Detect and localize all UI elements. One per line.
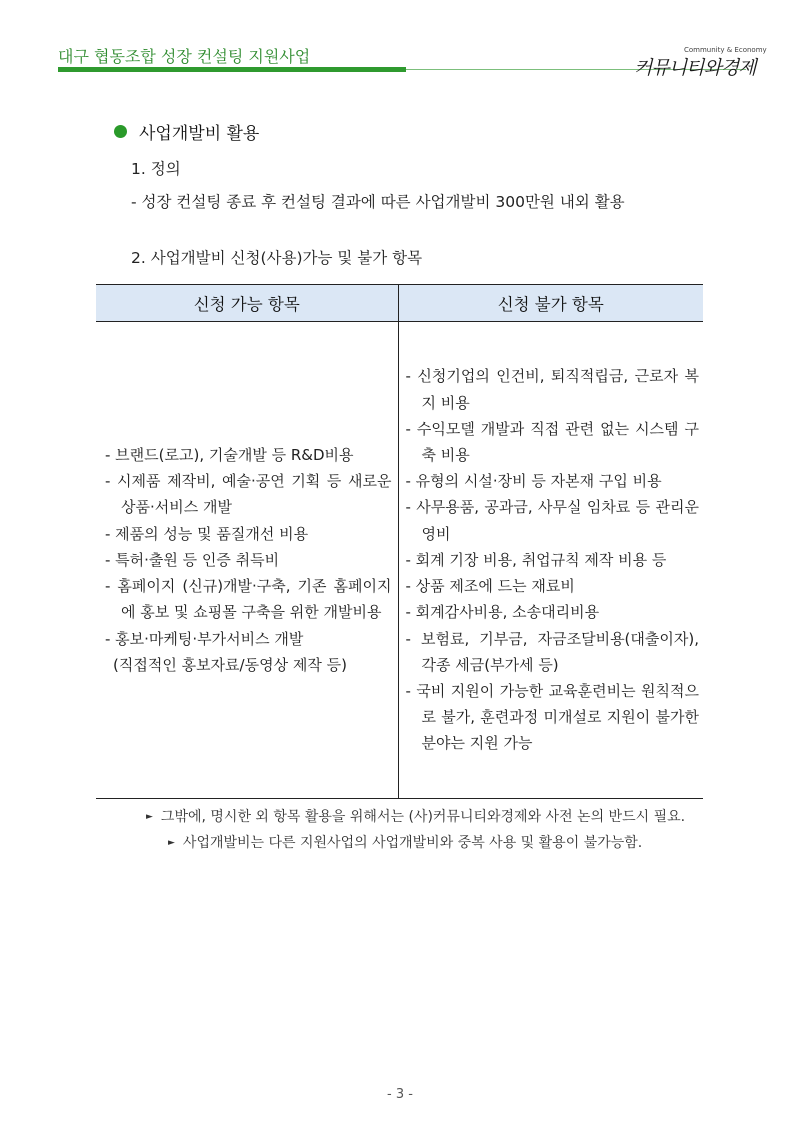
page-number: - 3 - xyxy=(387,1087,413,1102)
allowed-item: - 브랜드(로고), 기술개발 등 R&D비용 xyxy=(105,446,354,465)
not-allowed-header: 신청 불가 항목 xyxy=(398,285,703,322)
definition-text: - 성장 컨설팅 종료 후 컨설팅 결과에 따른 사업개발비 300만원 내외 활용 xyxy=(131,193,625,211)
footnote xyxy=(146,806,685,826)
triangle-icon: ► xyxy=(168,838,175,848)
allowed-item: - 특허·출원 등 인증 취득비 xyxy=(105,550,280,569)
allowed-cell xyxy=(96,322,398,799)
allowed-item: - 홈페이지 (신규)개발·구축, 기존 홈페이지에 홍보 및 쇼핑몰 구축을 위한 개발비용 xyxy=(105,577,392,622)
footnote-text: 그밖에, 명시한 외 항목 활용을 위해서는 (사)커뮤니티와경제와 사전 논의 반드시 필요. xyxy=(160,809,686,825)
header-title: 대구 협동조합 성장 컨설팅 지원사업 xyxy=(58,47,311,66)
footnote xyxy=(168,832,642,852)
allowed-header: 신청 가능 항목 xyxy=(96,285,398,322)
triangle-icon: ► xyxy=(146,812,153,822)
not-allowed-item: - 회계감사비용, 소송대리비용 xyxy=(405,603,600,622)
not-allowed-item: - 사무용품, 공과금, 사무실 임차료 등 관리운영비 xyxy=(405,498,699,543)
allowed-item: - 홍보·마케팅·부가서비스 개발 xyxy=(105,629,304,648)
footnote-text: 사업개발비는 다른 지원사업의 사업개발비와 중복 사용 및 활용이 불가능함. xyxy=(182,835,643,851)
not-allowed-item: - 회계 기장 비용, 취업규칙 제작 비용 등 xyxy=(405,550,667,569)
allowed-item: - 제품의 성능 및 품질개선 비용 xyxy=(105,524,309,543)
section-heading xyxy=(114,119,259,144)
not-allowed-item: - 국비 지원이 가능한 교육훈련비는 원칙적으로 불가, 훈련과정 미개설로 지원이 불가한 분야는 지원 가능 xyxy=(405,681,699,753)
items-heading: 2. 사업개발비 신청(사용)가능 및 불가 항목 xyxy=(131,249,423,267)
not-allowed-item: - 수익모델 개발과 직접 관련 없는 시스템 구축 비용 xyxy=(405,419,699,465)
definition-heading: 1. 정의 xyxy=(131,160,181,178)
not-allowed-item: - 상품 제조에 드는 재료비 xyxy=(405,577,575,596)
logo: 커뮤니티와경제 xyxy=(634,57,756,79)
not-allowed-cell xyxy=(398,322,703,799)
not-allowed-item: - 유형의 시설·장비 등 자본재 구입 비용 xyxy=(405,472,662,491)
allowed-item: - 시제품 제작비, 예술·공연 기획 등 새로운 상품·서비스 개발 xyxy=(105,472,392,517)
not-allowed-item: - 보험료, 기부금, 자금조달비용(대출이자), 각종 세금(부가세 등) xyxy=(405,629,699,674)
not-allowed-item: - 신청기업의 인건비, 퇴직적립금, 근로자 복지 비용 xyxy=(405,367,699,412)
bullet-icon xyxy=(114,125,127,138)
allowed-item-detail: (직접적인 홍보자료/동영상 제작 등) xyxy=(113,655,347,674)
items-table xyxy=(96,284,703,799)
header-rule xyxy=(58,67,406,72)
logo-tagline: Community & Economy xyxy=(684,46,767,54)
section-title: 사업개발비 활용 xyxy=(139,124,260,144)
